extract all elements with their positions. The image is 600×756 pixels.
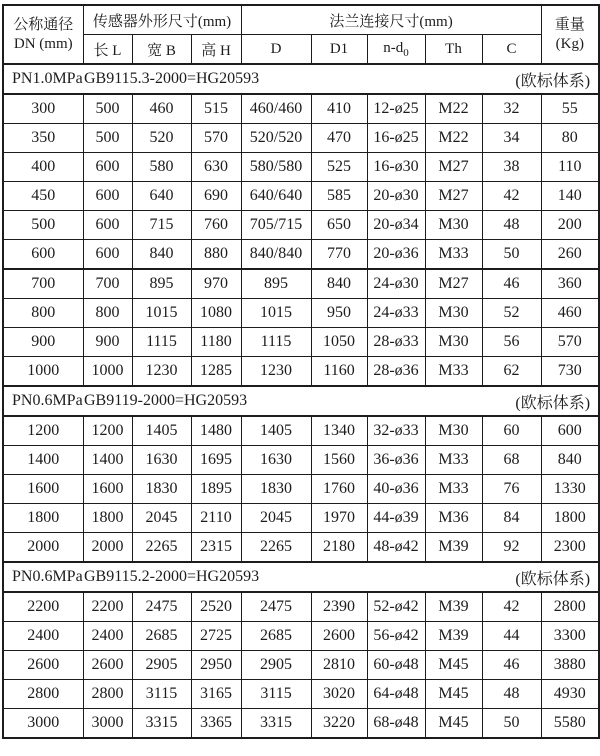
header-dn — [3, 5, 83, 64]
cell-th: M30 — [425, 328, 482, 357]
header-row-1 — [3, 5, 599, 35]
cell-d1: 950 — [311, 299, 367, 328]
cell-b: 1015 — [132, 299, 191, 328]
cell-h: 2950 — [191, 651, 241, 680]
cell-n-d0: 36-ø36 — [367, 446, 425, 475]
cell-c: 62 — [482, 357, 541, 387]
cell-h: 630 — [191, 153, 241, 182]
cell-th: M30 — [425, 416, 482, 446]
cell-b: 1830 — [132, 475, 191, 504]
cell-d1: 3220 — [311, 709, 367, 739]
cell-d: 705/715 — [241, 211, 311, 240]
cell-h: 3165 — [191, 680, 241, 709]
cell-weight: 1330 — [541, 475, 599, 504]
cell-h: 2520 — [191, 592, 241, 622]
cell-dn: 2000 — [3, 533, 83, 563]
cell-l: 600 — [83, 153, 132, 182]
cell-c: 76 — [482, 475, 541, 504]
cell-th: M39 — [425, 592, 482, 622]
cell-th: M27 — [425, 182, 482, 211]
cell-d: 895 — [241, 269, 311, 299]
table-row — [3, 446, 599, 475]
cell-d: 2685 — [241, 622, 311, 651]
cell-c: 34 — [482, 124, 541, 153]
cell-dn: 900 — [3, 328, 83, 357]
table-row — [3, 269, 599, 299]
cell-d: 3115 — [241, 680, 311, 709]
cell-c: 52 — [482, 299, 541, 328]
cell-dn: 700 — [3, 269, 83, 299]
cell-c: 68 — [482, 446, 541, 475]
header-nd0-main: n-d — [383, 39, 404, 56]
cell-d: 580/580 — [241, 153, 311, 182]
section-header-row — [3, 562, 599, 592]
section-pressure-rating: PN1.0MPa — [12, 70, 83, 87]
cell-h: 1080 — [191, 299, 241, 328]
cell-weight: 840 — [541, 446, 599, 475]
cell-b: 640 — [132, 182, 191, 211]
section-standard-code: GB9115.3-2000=HG20593 — [84, 70, 260, 87]
section-standard-note: (欧标体系) — [515, 72, 591, 90]
cell-d: 520/520 — [241, 124, 311, 153]
cell-dn: 1800 — [3, 504, 83, 533]
cell-b: 2475 — [132, 592, 191, 622]
cell-b: 715 — [132, 211, 191, 240]
cell-weight: 55 — [541, 94, 599, 124]
cell-c: 46 — [482, 269, 541, 299]
cell-n-d0: 68-ø48 — [367, 709, 425, 739]
section-header-row — [3, 64, 599, 94]
cell-l: 500 — [83, 94, 132, 124]
cell-d1: 650 — [311, 211, 367, 240]
cell-dn: 1000 — [3, 357, 83, 387]
table-row — [3, 357, 599, 387]
cell-weight: 3880 — [541, 651, 599, 680]
cell-dn: 400 — [3, 153, 83, 182]
cell-d: 840/840 — [241, 240, 311, 270]
cell-d1: 585 — [311, 182, 367, 211]
cell-dn: 2800 — [3, 680, 83, 709]
table-row — [3, 240, 599, 270]
header-c: C — [482, 35, 541, 65]
cell-th: M22 — [425, 124, 482, 153]
cell-dn: 500 — [3, 211, 83, 240]
cell-n-d0: 20-ø34 — [367, 211, 425, 240]
cell-b: 1405 — [132, 416, 191, 446]
cell-th: M45 — [425, 680, 482, 709]
cell-dn: 800 — [3, 299, 83, 328]
cell-d1: 1160 — [311, 357, 367, 387]
cell-c: 32 — [482, 94, 541, 124]
cell-d1: 2390 — [311, 592, 367, 622]
cell-b: 2685 — [132, 622, 191, 651]
cell-b: 520 — [132, 124, 191, 153]
cell-b: 460 — [132, 94, 191, 124]
cell-h: 690 — [191, 182, 241, 211]
cell-th: M30 — [425, 211, 482, 240]
cell-c: 48 — [482, 680, 541, 709]
cell-th: M45 — [425, 651, 482, 680]
cell-l: 2400 — [83, 622, 132, 651]
table-row — [3, 504, 599, 533]
table-row — [3, 622, 599, 651]
cell-b: 580 — [132, 153, 191, 182]
cell-d1: 2180 — [311, 533, 367, 563]
cell-h: 880 — [191, 240, 241, 270]
cell-th: M33 — [425, 475, 482, 504]
cell-c: 42 — [482, 592, 541, 622]
cell-d: 1405 — [241, 416, 311, 446]
cell-d1: 410 — [311, 94, 367, 124]
cell-n-d0: 64-ø48 — [367, 680, 425, 709]
cell-n-d0: 44-ø39 — [367, 504, 425, 533]
cell-weight: 200 — [541, 211, 599, 240]
cell-th: M39 — [425, 622, 482, 651]
cell-c: 48 — [482, 211, 541, 240]
cell-d: 1230 — [241, 357, 311, 387]
cell-l: 600 — [83, 240, 132, 270]
section-header-row — [3, 386, 599, 416]
cell-l: 800 — [83, 299, 132, 328]
cell-th: M33 — [425, 357, 482, 387]
cell-d: 1115 — [241, 328, 311, 357]
cell-dn: 3000 — [3, 709, 83, 739]
cell-weight: 110 — [541, 153, 599, 182]
cell-l: 1400 — [83, 446, 132, 475]
cell-weight: 3300 — [541, 622, 599, 651]
cell-h: 1695 — [191, 446, 241, 475]
header-nd0 — [367, 35, 425, 65]
cell-h: 2315 — [191, 533, 241, 563]
table-row — [3, 124, 599, 153]
cell-n-d0: 40-ø36 — [367, 475, 425, 504]
cell-c: 44 — [482, 622, 541, 651]
cell-b: 2265 — [132, 533, 191, 563]
cell-weight: 600 — [541, 416, 599, 446]
cell-n-d0: 28-ø33 — [367, 328, 425, 357]
cell-n-d0: 24-ø33 — [367, 299, 425, 328]
header-height: 高 H — [191, 35, 241, 65]
cell-weight: 730 — [541, 357, 599, 387]
section-header-cell — [3, 386, 599, 416]
table-row — [3, 680, 599, 709]
cell-l: 1800 — [83, 504, 132, 533]
cell-d1: 1050 — [311, 328, 367, 357]
table-row — [3, 416, 599, 446]
dimension-spec-table — [2, 4, 600, 739]
cell-b: 895 — [132, 269, 191, 299]
cell-d1: 1560 — [311, 446, 367, 475]
cell-d1: 2600 — [311, 622, 367, 651]
cell-b: 840 — [132, 240, 191, 270]
cell-n-d0: 56-ø42 — [367, 622, 425, 651]
header-d1: D1 — [311, 35, 367, 65]
cell-c: 42 — [482, 182, 541, 211]
cell-h: 2725 — [191, 622, 241, 651]
cell-c: 60 — [482, 416, 541, 446]
section-standard-code: GB9119-2000=HG20593 — [84, 392, 248, 409]
cell-th: M30 — [425, 299, 482, 328]
table-row — [3, 153, 599, 182]
header-dn-unit: DN (mm) — [13, 35, 73, 52]
cell-n-d0: 60-ø48 — [367, 651, 425, 680]
cell-h: 570 — [191, 124, 241, 153]
cell-l: 2200 — [83, 592, 132, 622]
cell-weight: 570 — [541, 328, 599, 357]
section-standard-code: GB9115.2-2000=HG20593 — [84, 568, 260, 585]
cell-b: 2905 — [132, 651, 191, 680]
cell-weight: 260 — [541, 240, 599, 270]
header-width: 宽 B — [132, 35, 191, 65]
cell-dn: 2200 — [3, 592, 83, 622]
table-row — [3, 211, 599, 240]
cell-b: 1230 — [132, 357, 191, 387]
cell-h: 1480 — [191, 416, 241, 446]
cell-h: 1895 — [191, 475, 241, 504]
header-group-sensor: 传感器外形尺寸(mm) — [83, 5, 241, 35]
cell-n-d0: 52-ø42 — [367, 592, 425, 622]
header-row-2 — [3, 35, 599, 65]
cell-d: 1015 — [241, 299, 311, 328]
cell-b: 1115 — [132, 328, 191, 357]
table-row — [3, 94, 599, 124]
cell-h: 515 — [191, 94, 241, 124]
cell-d: 640/640 — [241, 182, 311, 211]
cell-n-d0: 20-ø30 — [367, 182, 425, 211]
cell-weight: 360 — [541, 269, 599, 299]
cell-weight: 140 — [541, 182, 599, 211]
cell-l: 3000 — [83, 709, 132, 739]
table-row — [3, 533, 599, 563]
cell-n-d0: 20-ø36 — [367, 240, 425, 270]
header-length: 长 L — [83, 35, 132, 65]
cell-weight: 460 — [541, 299, 599, 328]
table-row — [3, 592, 599, 622]
cell-th: M27 — [425, 153, 482, 182]
cell-h: 3365 — [191, 709, 241, 739]
cell-d: 460/460 — [241, 94, 311, 124]
cell-b: 2045 — [132, 504, 191, 533]
cell-c: 56 — [482, 328, 541, 357]
cell-d1: 1760 — [311, 475, 367, 504]
cell-n-d0: 12-ø25 — [367, 94, 425, 124]
cell-l: 1200 — [83, 416, 132, 446]
table-row — [3, 651, 599, 680]
cell-b: 3115 — [132, 680, 191, 709]
section-header-content — [4, 566, 598, 589]
cell-d: 2045 — [241, 504, 311, 533]
table-row — [3, 709, 599, 739]
cell-l: 1600 — [83, 475, 132, 504]
cell-b: 1630 — [132, 446, 191, 475]
cell-h: 1180 — [191, 328, 241, 357]
cell-c: 92 — [482, 533, 541, 563]
cell-c: 50 — [482, 709, 541, 739]
cell-th: M33 — [425, 240, 482, 270]
cell-l: 1000 — [83, 357, 132, 387]
cell-d1: 1970 — [311, 504, 367, 533]
header-group-flange: 法兰连接尺寸(mm) — [241, 5, 541, 35]
section-pressure-rating: PN0.6MPa — [12, 392, 83, 409]
section-header-content — [4, 68, 598, 91]
cell-l: 500 — [83, 124, 132, 153]
section-header-cell — [3, 64, 599, 94]
cell-c: 84 — [482, 504, 541, 533]
cell-d1: 840 — [311, 269, 367, 299]
cell-weight: 5580 — [541, 709, 599, 739]
cell-dn: 1400 — [3, 446, 83, 475]
cell-d: 2265 — [241, 533, 311, 563]
cell-l: 2600 — [83, 651, 132, 680]
cell-dn: 1200 — [3, 416, 83, 446]
section-pressure-rating: PN0.6MPa — [12, 568, 83, 585]
cell-l: 600 — [83, 211, 132, 240]
table-body — [3, 64, 599, 738]
cell-d1: 525 — [311, 153, 367, 182]
cell-l: 2000 — [83, 533, 132, 563]
section-standard-note: (欧标体系) — [515, 570, 591, 588]
table-row — [3, 475, 599, 504]
section-header-content — [4, 390, 598, 413]
cell-weight: 1800 — [541, 504, 599, 533]
cell-d: 2475 — [241, 592, 311, 622]
cell-th: M22 — [425, 94, 482, 124]
cell-d1: 3020 — [311, 680, 367, 709]
header-nd0-sub: 0 — [403, 46, 409, 59]
cell-dn: 600 — [3, 240, 83, 270]
cell-dn: 2600 — [3, 651, 83, 680]
cell-n-d0: 48-ø42 — [367, 533, 425, 563]
cell-l: 2800 — [83, 680, 132, 709]
header-weight-title: 重量 — [554, 16, 585, 33]
cell-d: 1630 — [241, 446, 311, 475]
cell-weight: 80 — [541, 124, 599, 153]
cell-c: 38 — [482, 153, 541, 182]
cell-d: 2905 — [241, 651, 311, 680]
cell-th: M45 — [425, 709, 482, 739]
cell-dn: 300 — [3, 94, 83, 124]
cell-h: 2110 — [191, 504, 241, 533]
cell-n-d0: 16-ø30 — [367, 153, 425, 182]
cell-dn: 350 — [3, 124, 83, 153]
header-dn-title: 公称通径 — [13, 16, 74, 33]
cell-d1: 470 — [311, 124, 367, 153]
header-weight-unit: (Kg) — [555, 35, 584, 52]
cell-d: 3315 — [241, 709, 311, 739]
cell-l: 700 — [83, 269, 132, 299]
cell-n-d0: 28-ø36 — [367, 357, 425, 387]
cell-dn: 1600 — [3, 475, 83, 504]
cell-weight: 2800 — [541, 592, 599, 622]
cell-th: M36 — [425, 504, 482, 533]
cell-dn: 2400 — [3, 622, 83, 651]
cell-l: 600 — [83, 182, 132, 211]
cell-d1: 1340 — [311, 416, 367, 446]
cell-th: M39 — [425, 533, 482, 563]
cell-l: 900 — [83, 328, 132, 357]
cell-h: 760 — [191, 211, 241, 240]
cell-n-d0: 16-ø25 — [367, 124, 425, 153]
cell-h: 970 — [191, 269, 241, 299]
cell-d1: 770 — [311, 240, 367, 270]
header-weight — [541, 5, 599, 64]
header-d: D — [241, 35, 311, 65]
cell-d1: 2810 — [311, 651, 367, 680]
cell-b: 3315 — [132, 709, 191, 739]
table-row — [3, 299, 599, 328]
cell-dn: 450 — [3, 182, 83, 211]
cell-n-d0: 32-ø33 — [367, 416, 425, 446]
cell-d: 1830 — [241, 475, 311, 504]
cell-weight: 4930 — [541, 680, 599, 709]
section-header-cell — [3, 562, 599, 592]
table-row — [3, 182, 599, 211]
table-row — [3, 328, 599, 357]
cell-n-d0: 24-ø30 — [367, 269, 425, 299]
table-header — [3, 5, 599, 64]
cell-c: 50 — [482, 240, 541, 270]
cell-c: 46 — [482, 651, 541, 680]
section-standard-note: (欧标体系) — [515, 394, 591, 412]
cell-weight: 2300 — [541, 533, 599, 563]
header-th: Th — [425, 35, 482, 65]
cell-th: M33 — [425, 446, 482, 475]
cell-h: 1285 — [191, 357, 241, 387]
cell-th: M27 — [425, 269, 482, 299]
